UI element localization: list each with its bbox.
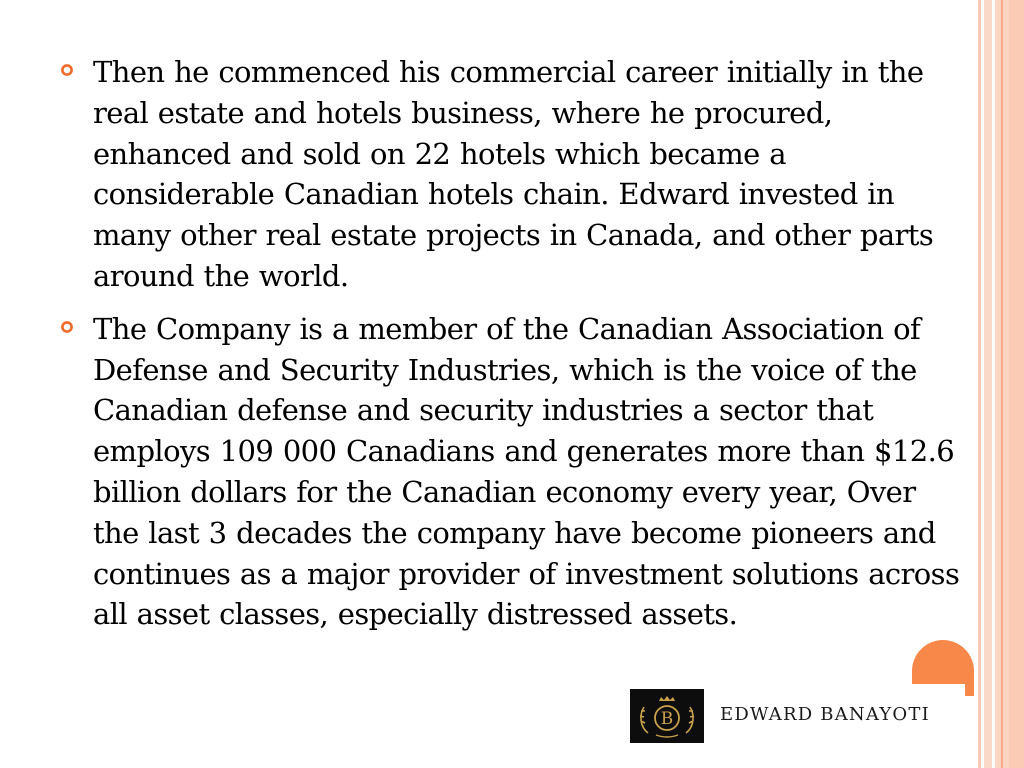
decorative-tab (912, 640, 974, 696)
emblem-letter: B (660, 709, 674, 729)
ring-bullet-icon (60, 63, 74, 77)
logo-name: EDWARD BANAYOTI (720, 704, 930, 725)
bullet-text: Then he commenced his commercial career initially in the real estate and hotels business, where he procured, enhanced and sold on 22 hotels which became a considerable Canadian hotels chain. Edward invested in many other real estate projects in Canada, and other parts around the world. (93, 55, 934, 293)
decorative-stripe (978, 0, 981, 768)
bullet-text: The Company is a member of the Canadian Association of Defense and Security Industries, which is the voice of the Canadian defense and security industries a sector that employs 109 000 Canadians and generates more than $12.6 billion dollars for the Canadian economy every year, Over the last 3 decades the company have become pioneers and continues as a major provider of investment solutions across all asset classes, especially distressed assets. (93, 311, 960, 632)
bullet-item (60, 309, 965, 635)
decorative-stripe (1009, 0, 1024, 768)
emblem-icon (630, 689, 704, 743)
bullet-list (60, 52, 965, 635)
decorative-stripe (984, 0, 992, 768)
decorative-stripe (1001, 0, 1003, 768)
ring-bullet-icon (60, 320, 74, 334)
bullet-item (60, 52, 965, 297)
company-logo (630, 689, 960, 743)
